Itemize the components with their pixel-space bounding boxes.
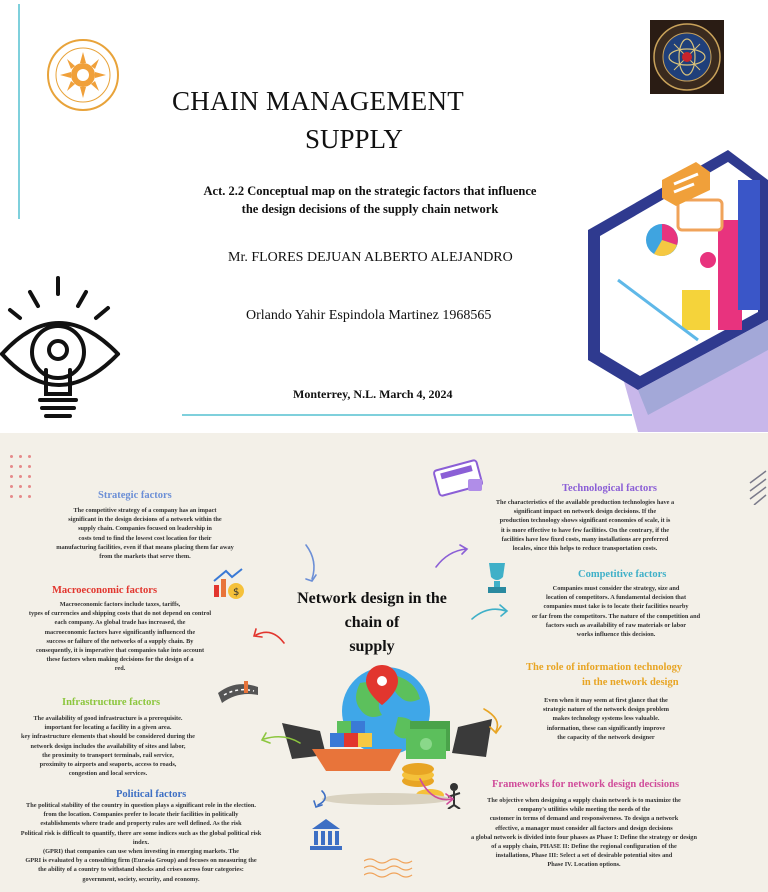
- university-logo: [650, 20, 724, 94]
- infrastructure-factors-title: Infrastructure factors: [62, 697, 161, 708]
- information-technology-title-line-2: in the network design: [582, 677, 679, 688]
- competitive-factors-text: Companies must consider the strategy, size and location of competitors. A fundamental decision that companies must take is to locate their facilities nearby or far from the competitors. The nature of the competition and factors such as availability of raw materials or labor works influence this decision.: [531, 585, 701, 639]
- political-factors-text: The political stability of the country in question plays a significant role in the election. from the location. Companies prefer to locate their facilities in politically establishments where trade and property rules are well defined. As the risk Political risk is difficult to quantify, there are some indices such as the global political risk index. (GPRI) that companies can use when investing in emerging markets. The GPRI is evaluated by a consulting firm (Eurasia Group) and focuses on measuring the the ability of a country to withstand shocks and crises across four categories: government, society, security, and economy.: [20, 802, 262, 883]
- activity-subtitle: [150, 182, 590, 218]
- subtitle-line-2: the design decisions of the supply chain network: [241, 202, 499, 216]
- lightbulb-eye-icon: [0, 272, 140, 432]
- accent-vertical-line: [18, 4, 20, 219]
- frameworks-text: The objective when designing a supply chain network is to maximize the company's utilities while meeting the needs of the customer in terms of demand and responsiveness. To design a network effective, a manager must consider all factors and design decisions a global network is divided into four phases as Phase I: Define the strategy or design of a supply chain, PHASE II: Define the regional configuration of the installations, Phase III: Select a set of desirable potential sites and Phase IV. Location options.: [471, 797, 697, 869]
- date-location: Monterrey, N.L. March 4, 2024: [293, 387, 453, 401]
- information-technology-title-line-1: The role of information technology: [526, 662, 683, 673]
- analytics-laptop-illustration: [578, 140, 768, 432]
- svg-text:$: $: [233, 587, 240, 598]
- information-technology-text: Even when it may seem at first glance that the strategic nature of the network design problem makes technology systems less valuable. information, these can significantly improve the capacity of the network designer: [542, 697, 670, 741]
- cover-page: [0, 0, 768, 432]
- political-factors-title: Political factors: [116, 789, 187, 800]
- technological-factors-text: The characteristics of the available production technologies have a significant impact on network design decisions. If the production technology shows significant economies of scale, it is it is more effective to have few facilities. On the contrary, if the facilities have low fixed costs, many installations are preferred locales, since this helps to reduce transportation costs.: [495, 499, 675, 553]
- technological-factors-title: Technological factors: [562, 483, 657, 494]
- title-line-1: CHAIN MANAGEMENT: [172, 86, 465, 116]
- frameworks-title: Frameworks for network design decisions: [492, 779, 680, 790]
- macroeconomic-factors-text: Macroeconomic factors include taxes, tariffs, types of currencies and shipping costs that do not depend on control each company. As global trade has increased, the macroeconomic factors have significantly influenced the success or failure of the networks of a supply chain. By consequently, it is imperative that companies take into account these factors when making decisions for the design of a red.: [28, 601, 212, 673]
- macroeconomic-factors-title: Macroeconomic factors: [52, 585, 158, 596]
- student-name: Orlando Yahir Espindola Martinez 1968565: [246, 308, 492, 323]
- subtitle-line-1: Act. 2.2 Conceptual map on the strategic factors that influence: [203, 184, 537, 198]
- infrastructure-factors-text: The availability of good infrastructure is a prerequisite. important for locating a facility in a given area. key infrastructure elements that should be considered during the network design includes the availability of sites and labor, the proximity to transport terminals, rail service, proximity to airports and seaports, access to roads, congestion and local services.: [21, 715, 195, 778]
- faculty-logo: [46, 38, 120, 112]
- strategic-factors-title: Strategic factors: [98, 490, 172, 501]
- concept-map-page: [0, 433, 768, 892]
- center-topic-title: Network design in the chain of supply: [297, 590, 447, 655]
- competitive-factors-title: Competitive factors: [578, 569, 667, 580]
- accent-horizontal-line: [182, 414, 632, 416]
- professor-name: Mr. FLORES DEJUAN ALBERTO ALEJANDRO: [228, 250, 513, 265]
- concept-arrows: [0, 433, 768, 892]
- strategic-factors-text: The competitive strategy of a company has an impact significant in the design decisions of a network within the supply chain. Companies focused on leadership in costs tend to find the lowest cost location for their manufacturing facilities, even if that means placing them far away from the markets that serve them.: [56, 507, 234, 561]
- title-line-2: SUPPLY: [305, 124, 403, 154]
